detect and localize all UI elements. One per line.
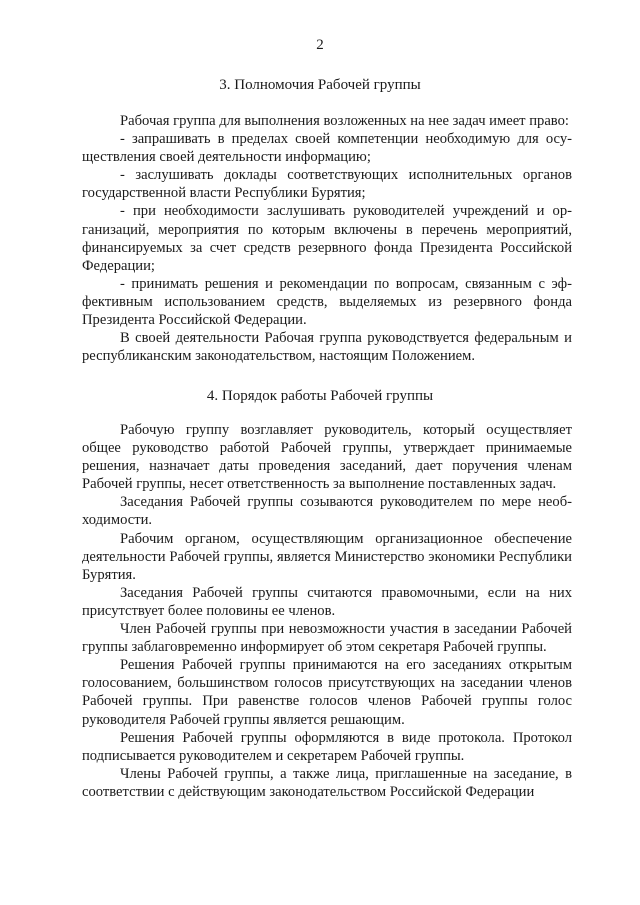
section-3-title: 3. Полномочия Рабочей группы [219, 77, 421, 93]
section-4-paragraph: Заседания Рабочей группы считаются правомочными, если на них присутствует более половины ее членов. [82, 584, 572, 619]
section-3-body [82, 112, 572, 365]
section-4-paragraph: Члены Рабочей группы, а также лица, приглашенные на заседание, в соответствии с действующим законодательством Российской Федерации [82, 765, 572, 800]
section-4-paragraph: Рабочую группу возглавляет руководитель, который осуществляет общее руководство работой Рабочей группы, утверждает принимаемые решения, назначает даты проведения заседаний, дает поручения членам Рабочей группы, несет ответственность за выполнение поставленных задач. [82, 422, 572, 493]
section-3-paragraph: Рабочая группа для выполнения возложенных на нее задач имеет право: [120, 113, 569, 129]
section-4-paragraph: Решения Рабочей группы принимаются на его заседаниях открытым голосованием, большинством голосов присутствующих на заседании членов Рабочей группы. При равенстве голосов членов Рабочей группы голос руководителя Рабочей группы является решающим. [82, 657, 572, 728]
section-4-body [82, 421, 572, 801]
section-4-paragraph: Заседания Рабочей группы созываются руководителем по мере необходимости. [82, 494, 572, 529]
section-3-paragraph: - принимать решения и рекомендации по вопросам, связанным с эффективным использованием средств, выделяемых из резервного фонда Президента Российской Федерации. [82, 275, 572, 329]
section-4-paragraph: Решения Рабочей группы оформляются в виде протокола. Протокол подписывается руководителем и секретарем Рабочей группы. [82, 729, 572, 764]
page-number: 2 [316, 37, 324, 53]
section-3-paragraph: - запрашивать в пределах своей компетенции необходимую для осуществления своей деятельности информацию; [82, 131, 572, 166]
section-4-paragraph: Рабочим органом, осуществляющим организационное обеспечение деятельности Рабочей группы, является Министерство экономики Республики Бурятия. [82, 530, 572, 583]
section-4-paragraph: Член Рабочей группы при невозможности участия в заседании Рабочей группы заблаговременно информирует об этом секретаря Рабочей группы. [82, 621, 572, 656]
section-3-paragraph: - при необходимости заслушивать руководителей учреждений и организаций, мероприятия по которым включены в перечень мероприятий, финансируемых за счет средств резервного фонда Президента Российской Федерации; [82, 203, 572, 274]
section-3-paragraph: В своей деятельности Рабочая группа руководствуется федеральным и республиканским законодательством, настоящим Положением. [82, 330, 572, 365]
section-4-title: 4. Порядок работы Рабочей группы [206, 388, 434, 404]
section-3-paragraph: - заслушивать доклады соответствующих исполнительных органов государственной власти Республики Бурятия; [82, 167, 572, 202]
